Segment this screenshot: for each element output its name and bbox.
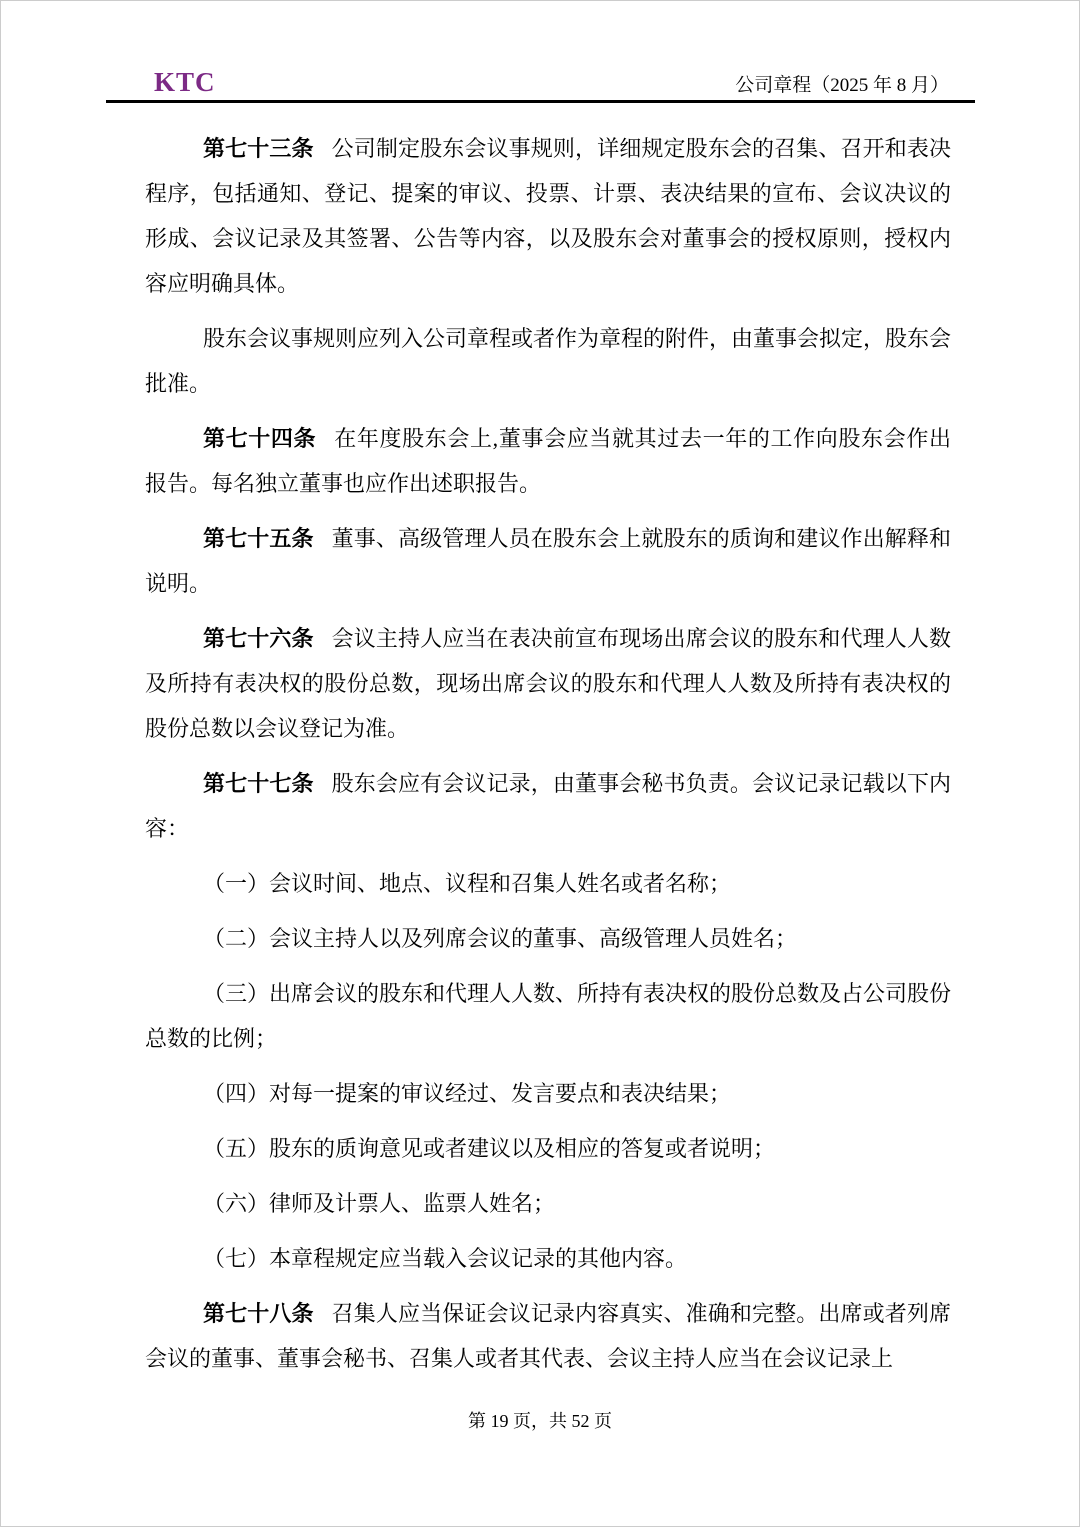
article-number: 第七十七条 bbox=[203, 771, 314, 796]
article-number: 第七十八条 bbox=[203, 1301, 314, 1326]
paragraph-text: 召集人应当保证会议记录内容真实、准确和完整。出席或者列席会议的董事、董事会秘书、召集人或者其代表、会议主持人应当在会议记录上 bbox=[145, 1301, 951, 1371]
paragraph-text: 公司制定股东会议事规则，详细规定股东会的召集、召开和表决程序，包括通知、登记、提案的审议、投票、计票、表决结果的宣布、会议决议的形成、会议记录及其签署、公告等内容，以及股东会对董事会的授权原则，授权内容应明确具体。 bbox=[145, 136, 951, 296]
paragraph bbox=[145, 1071, 951, 1116]
paragraph bbox=[145, 616, 951, 751]
paragraph bbox=[145, 971, 951, 1061]
paragraph-text: （三）出席会议的股东和代理人人数、所持有表决权的股份总数及占公司股份总数的比例； bbox=[145, 981, 952, 1051]
paragraph bbox=[145, 316, 951, 406]
paragraph bbox=[145, 1236, 951, 1281]
paragraph bbox=[145, 1291, 951, 1381]
paragraph bbox=[145, 916, 951, 961]
paragraph bbox=[145, 126, 951, 306]
article-number: 第七十四条 bbox=[203, 426, 317, 451]
paragraph-text: 会议主持人应当在表决前宣布现场出席会议的股东和代理人人数及所持有表决权的股份总数，现场出席会议的股东和代理人人数及所持有表决权的股份总数以会议登记为准。 bbox=[145, 626, 951, 741]
page-header bbox=[106, 0, 975, 103]
document-body bbox=[145, 126, 951, 1391]
paragraph-text: （六）律师及计票人、监票人姓名； bbox=[203, 1191, 556, 1216]
paragraph-text: （二）会议主持人以及列席会议的董事、高级管理人员姓名； bbox=[203, 926, 798, 951]
paragraph bbox=[145, 861, 951, 906]
paragraph-text: 在年度股东会上,董事会应当就其过去一年的工作向股东会作出报告。每名独立董事也应作出述职报告。 bbox=[145, 426, 951, 496]
article-number: 第七十三条 bbox=[203, 136, 314, 161]
paragraph-text: （四）对每一提案的审议经过、发言要点和表决结果； bbox=[203, 1081, 732, 1106]
paragraph bbox=[145, 1181, 951, 1226]
paragraph-text: （七）本章程规定应当载入会议记录的其他内容。 bbox=[203, 1246, 688, 1271]
page-footer bbox=[0, 1406, 1080, 1436]
paragraph-text: 董事、高级管理人员在股东会上就股东的质询和建议作出解释和说明。 bbox=[145, 526, 951, 596]
paragraph-text: （一）会议时间、地点、议程和召集人姓名或者名称； bbox=[203, 871, 732, 896]
paragraph-text: 股东会议事规则应列入公司章程或者作为章程的附件，由董事会拟定，股东会批准。 bbox=[145, 326, 952, 396]
article-number: 第七十五条 bbox=[203, 526, 314, 551]
paragraph bbox=[145, 516, 951, 606]
paragraph bbox=[145, 416, 951, 506]
paragraph-text: 股东会应有会议记录，由董事会秘书负责。会议记录记载以下内容： bbox=[145, 771, 951, 841]
page-number: 第 19 页，共 52 页 bbox=[468, 1411, 612, 1431]
article-number: 第七十六条 bbox=[203, 626, 314, 651]
header-doc-title: 公司章程（2025 年 8 月） bbox=[735, 75, 949, 96]
paragraph-text: （五）股东的质询意见或者建议以及相应的答复或者说明； bbox=[203, 1136, 776, 1161]
ktc-logo: KTC bbox=[154, 67, 216, 97]
paragraph bbox=[145, 1126, 951, 1171]
paragraph bbox=[145, 761, 951, 851]
